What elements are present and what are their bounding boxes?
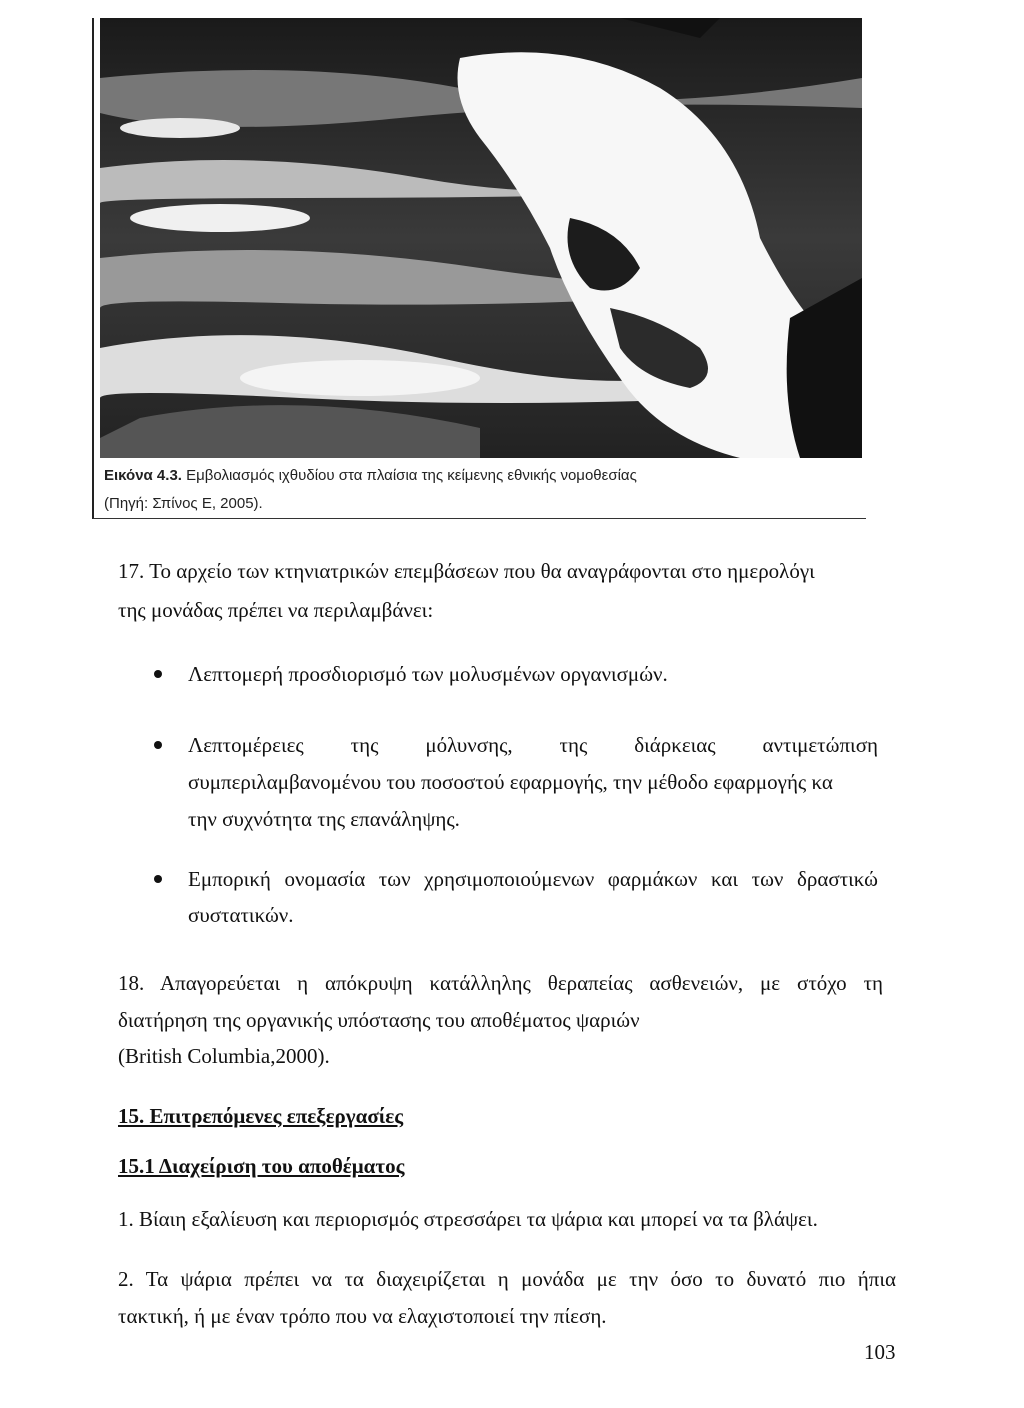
section15-title: 15. Επιτρεπόμενες επεξεργασίες bbox=[118, 1104, 404, 1128]
section15-p1: 1. Βίαιη εξαλίευση και περιορισμός στρεσσάρει τα ψάρια και μπορεί να τα βλάψει. bbox=[118, 1207, 818, 1231]
section15-1-title: 15.1 Διαχείριση του αποθέματος bbox=[118, 1154, 405, 1178]
caption-text: Εμβολιασμός ιχθυδίου στα πλαίσια της κείμενης εθνικής νομοθεσίας bbox=[186, 467, 637, 484]
bullet-dot-1 bbox=[154, 670, 162, 678]
bullet-dot-3 bbox=[154, 875, 162, 883]
page-number: 103 bbox=[864, 1340, 896, 1364]
bullet-2-line3: την συχνότητα της επανάληψης. bbox=[188, 807, 460, 831]
section15-p2-line1: 2. Τα ψάρια πρέπει να τα διαχειρίζεται η μονάδα με την όσο το δυνατό πιο ήπια bbox=[118, 1267, 896, 1291]
caption-source: (Πηγή: Σπίνος Ε, 2005). bbox=[104, 495, 263, 512]
item17-line1: 17. Το αρχείο των κτηνιατρικών επεμβάσεων που θα αναγράφονται στο ημερολόγι bbox=[118, 559, 815, 583]
photo-illustration bbox=[100, 18, 862, 458]
bullet-dot-2 bbox=[154, 741, 162, 749]
figure-caption bbox=[104, 462, 844, 518]
caption-number: Εικόνα 4.3. bbox=[104, 467, 182, 484]
item17-line2: της μονάδας πρέπει να περιλαμβάνει: bbox=[118, 598, 434, 622]
bullet-2-line1: Λεπτομέρειες της μόλυνσης, της διάρκειας αντιμετώπιση bbox=[188, 733, 878, 757]
bullet-1-text: Λεπτομερή προσδιορισμό των μολυσμένων οργανισμών. bbox=[188, 662, 668, 686]
bullet-2-line2: συμπεριλαμβανομένου του ποσοστού εφαρμογής, την μέθοδο εφαρμογής κα bbox=[188, 770, 833, 794]
section15-p2-line2: τακτική, ή με έναν τρόπο που να ελαχιστοποιεί την πίεση. bbox=[118, 1304, 607, 1328]
bullet-3-line1: Εμπορική ονομασία των χρησιμοποιούμενων φαρμάκων και των δραστικώ bbox=[188, 867, 878, 891]
figure-photo bbox=[100, 18, 862, 458]
bullet-3-line2: συστατικών. bbox=[188, 903, 294, 927]
item18-line3: (British Columbia,2000). bbox=[118, 1044, 330, 1068]
item18-line2: διατήρηση της οργανικής υπόστασης του αποθέματος ψαριών bbox=[118, 1008, 640, 1032]
item18-line1: 18. Απαγορεύεται η απόκρυψη κατάλληλης θεραπείας ασθενειών, με στόχο τη bbox=[118, 971, 883, 995]
